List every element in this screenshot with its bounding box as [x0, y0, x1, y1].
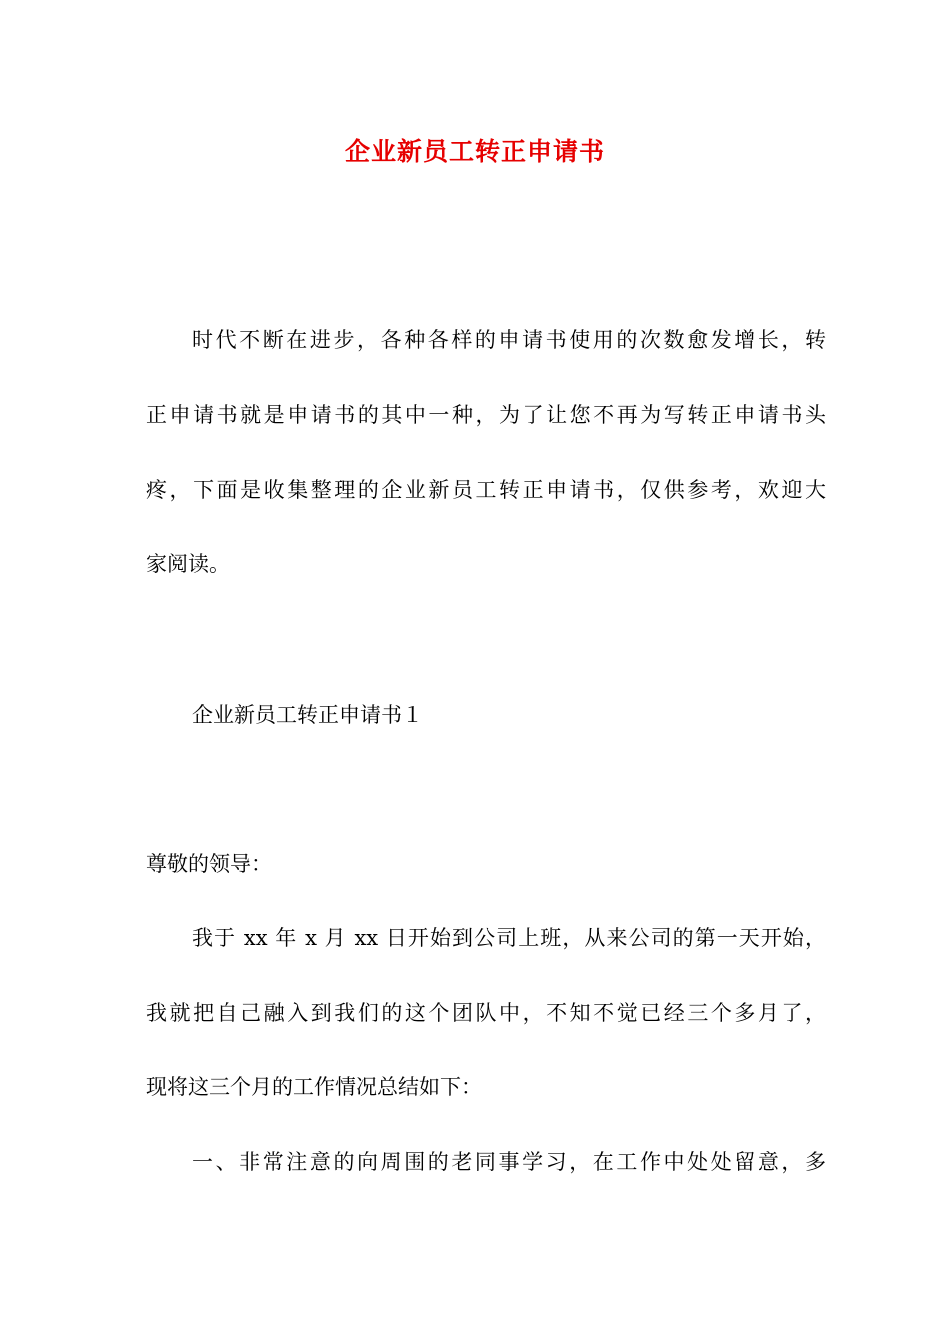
body-line-1: 我于 xx 年 x 月 xx 日开始到公司上班，从来公司的第一天开始， [192, 926, 826, 950]
salutation: 尊敬的领导： [146, 852, 272, 876]
body-line-4: 一、非常注意的向周围的老同事学习，在工作中处处留意，多 [192, 1150, 826, 1174]
body-line-3: 现将这三个月的工作情况总结如下： [146, 1075, 482, 1099]
intro-line-1: 时代不断在进步，各种各样的申请书使用的次数愈发增长，转 [192, 328, 826, 352]
intro-line-4: 家阅读。 [146, 552, 230, 576]
body-line-2: 我就把自己融入到我们的这个团队中，不知不觉已经三个多月了， [146, 1001, 826, 1025]
section-heading: 企业新员工转正申请书１ [192, 703, 423, 727]
intro-line-3: 疼，下面是收集整理的企业新员工转正申请书，仅供参考，欢迎大 [146, 478, 826, 502]
intro-line-2: 正申请书就是申请书的其中一种，为了让您不再为写转正申请书头 [146, 403, 826, 427]
document-title: 企业新员工转正申请书 [344, 137, 605, 166]
